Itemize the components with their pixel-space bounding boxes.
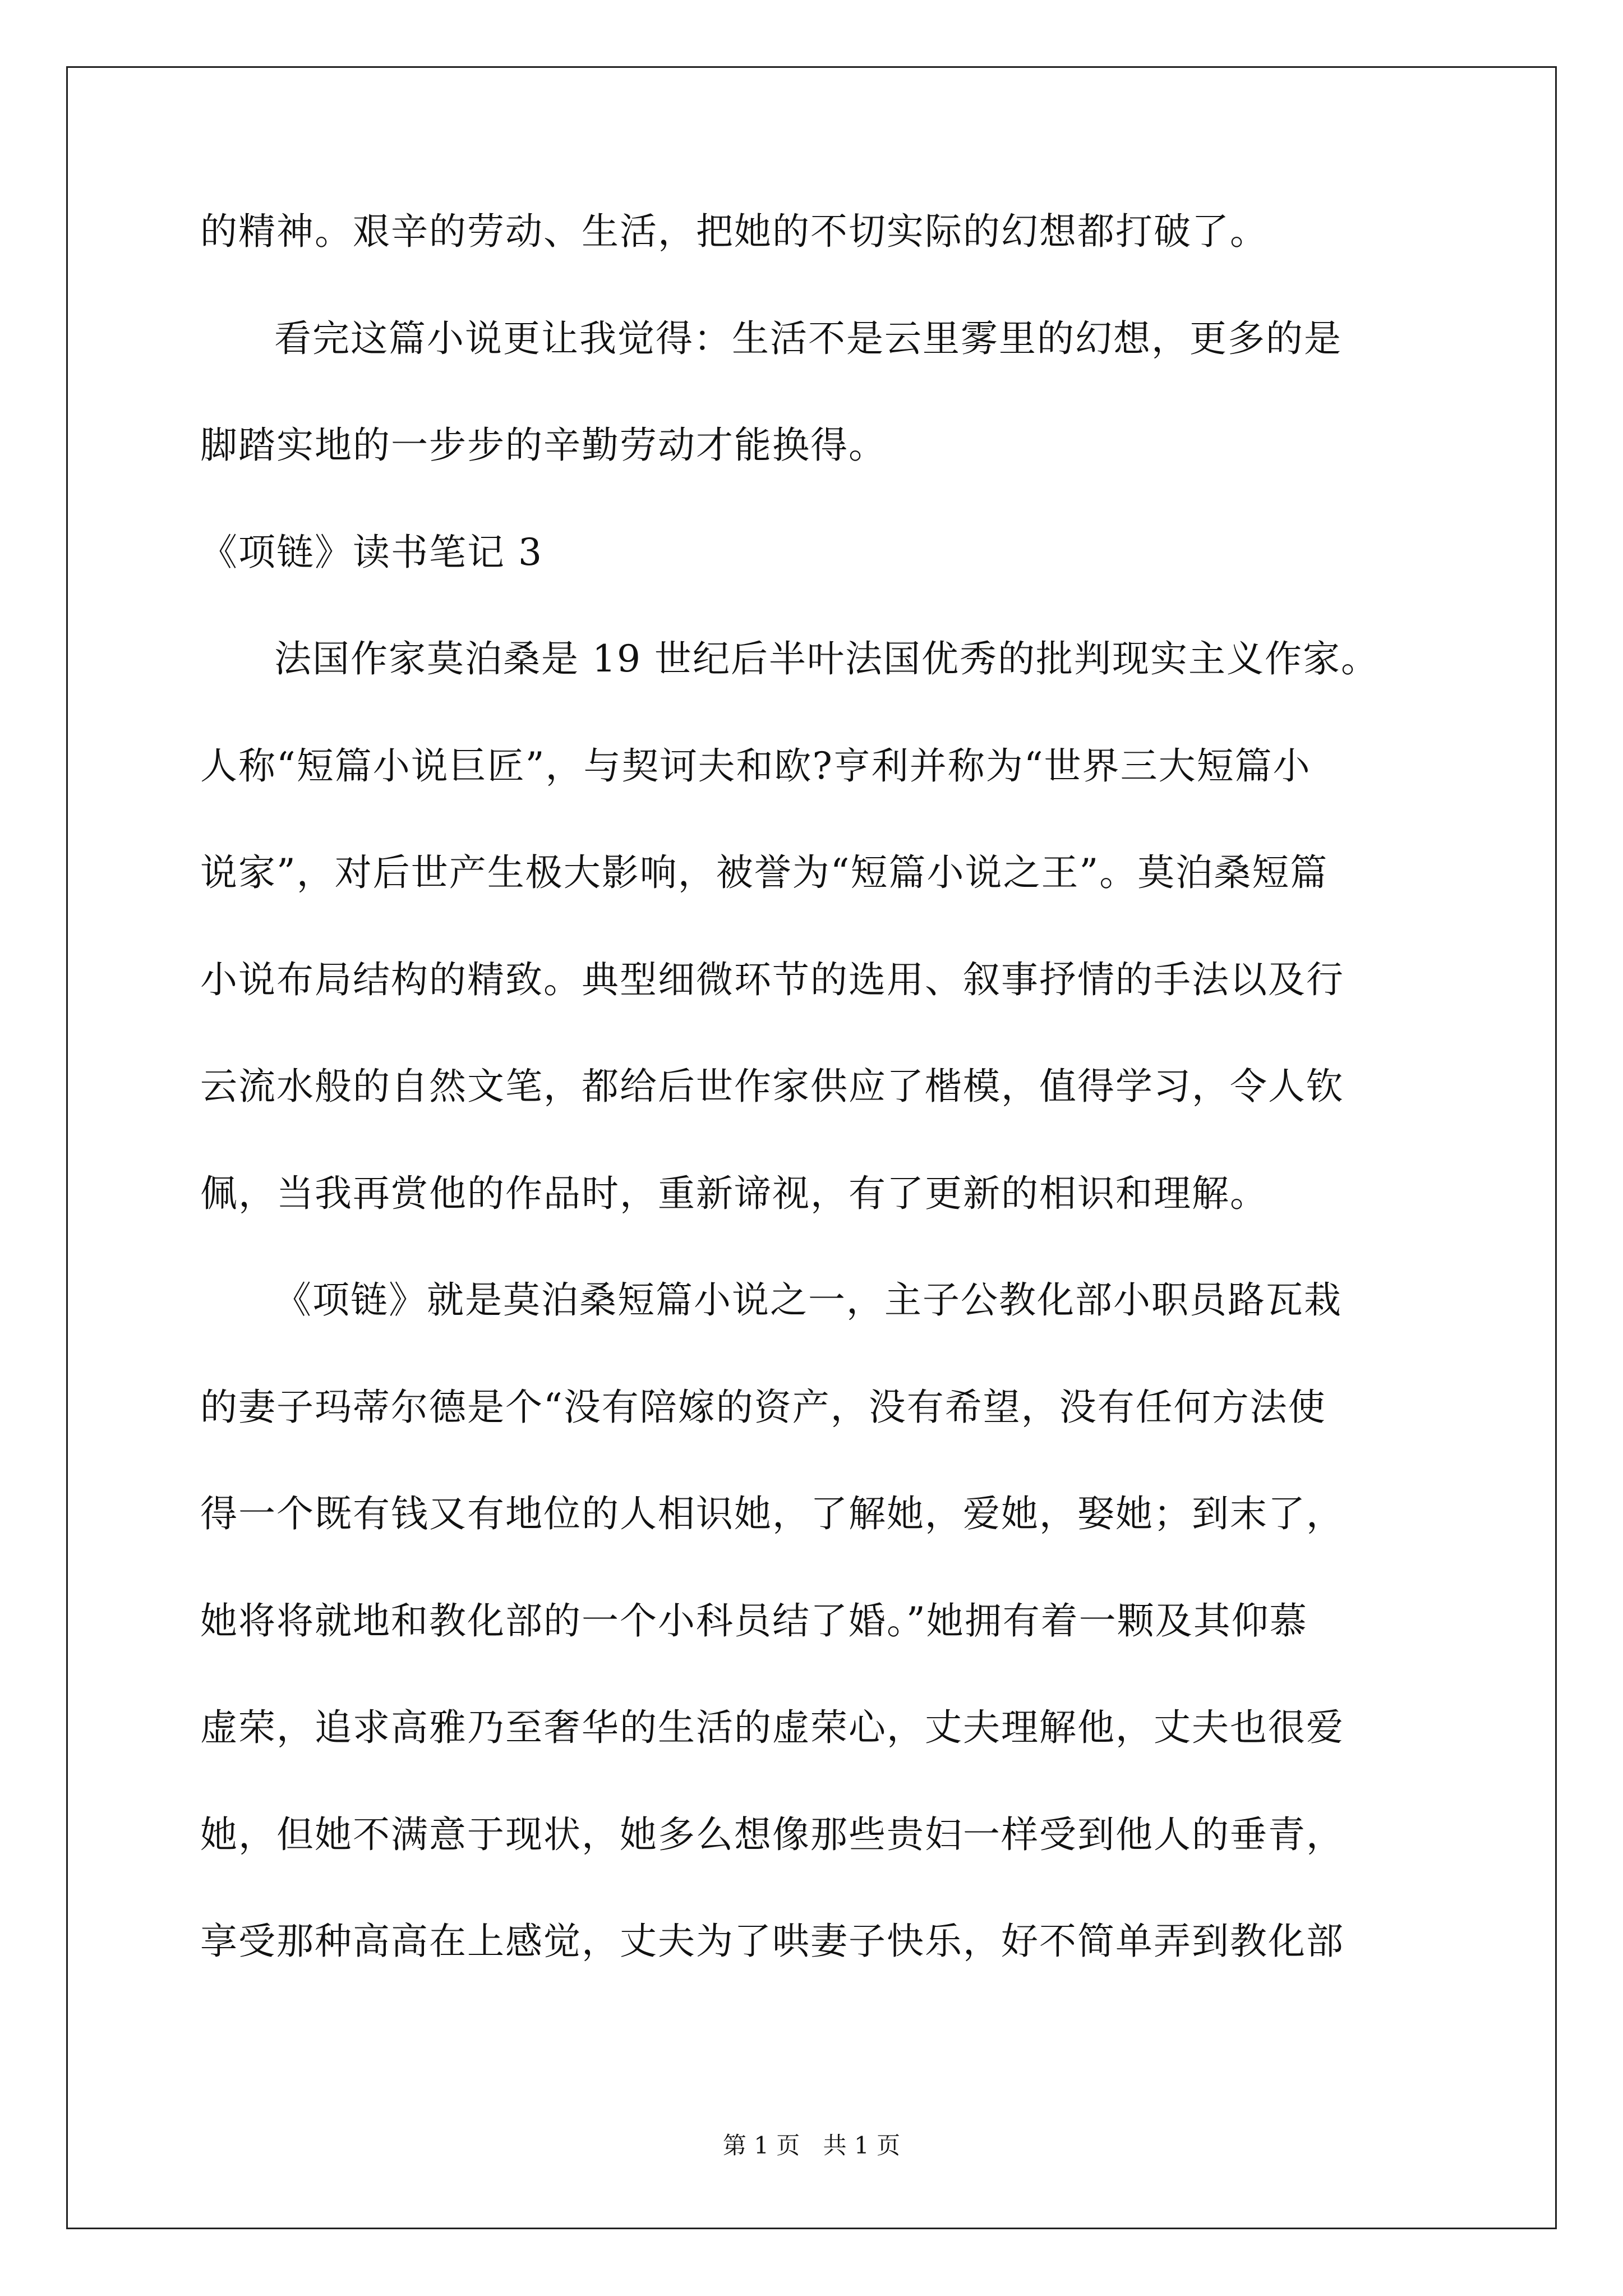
page-number: 第 1 页 xyxy=(722,2132,800,2159)
text-line: 脚踏实地的一步步的辛勤劳动才能换得。 xyxy=(200,424,887,467)
text-line: 佩，当我再赏他的作品时，重新谛视，有了更新的相识和理解。 xyxy=(200,1171,1268,1215)
text-line: 小说布局结构的精致。典型细微环节的选用、叙事抒情的手法以及行 xyxy=(200,958,1344,1001)
section-heading: 《项链》读书笔记 3 xyxy=(200,530,543,574)
text-line: 虚荣，追求高雅乃至奢华的生活的虚荣心，丈夫理解他，丈夫也很爱 xyxy=(200,1706,1344,1749)
text-line: 说家”，对后世产生极大影响，被誉为“短篇小说之王”。莫泊桑短篇 xyxy=(200,851,1329,894)
text-line: 看完这篇小说更让我觉得：生活不是云里雾里的幻想，更多的是 xyxy=(274,316,1342,360)
text-line: 的妻子玛蒂尔德是个“没有陪嫁的资产，没有希望，没有任何方法使 xyxy=(200,1385,1326,1429)
text-line: 得一个既有钱又有地位的人相识她，了解她，爱她，娶她；到末了， xyxy=(200,1492,1344,1535)
text-line: 的精神。艰辛的劳动、生活，把她的不切实际的幻想都打破了。 xyxy=(200,210,1268,253)
text-line: 法国作家莫泊桑是 19 世纪后半叶法国优秀的批判现实主义作家。 xyxy=(274,637,1379,680)
text-line: 人称“短篇小说巨匠”，与契诃夫和欧?亨利并称为“世界三大短篇小 xyxy=(200,744,1311,788)
page-footer xyxy=(0,2132,1623,2160)
text-line: 她，但她不满意于现状，她多么想像那些贵妇一样受到他人的垂青， xyxy=(200,1812,1344,1856)
text-line: 享受那种高高在上感觉，丈夫为了哄妻子快乐，好不简单弄到教化部 xyxy=(200,1920,1344,1963)
document-body xyxy=(200,210,1434,2030)
text-line: 她将将就地和教化部的一个小科员结了婚。”她拥有着一颗及其仰慕 xyxy=(200,1599,1308,1642)
text-line: 《项链》就是莫泊桑短篇小说之一，主子公教化部小职员路瓦栽 xyxy=(274,1278,1342,1322)
page-total: 共 1 页 xyxy=(823,2132,901,2159)
text-line: 云流水般的自然文笔，都给后世作家供应了楷模，值得学习，令人钦 xyxy=(200,1065,1344,1108)
